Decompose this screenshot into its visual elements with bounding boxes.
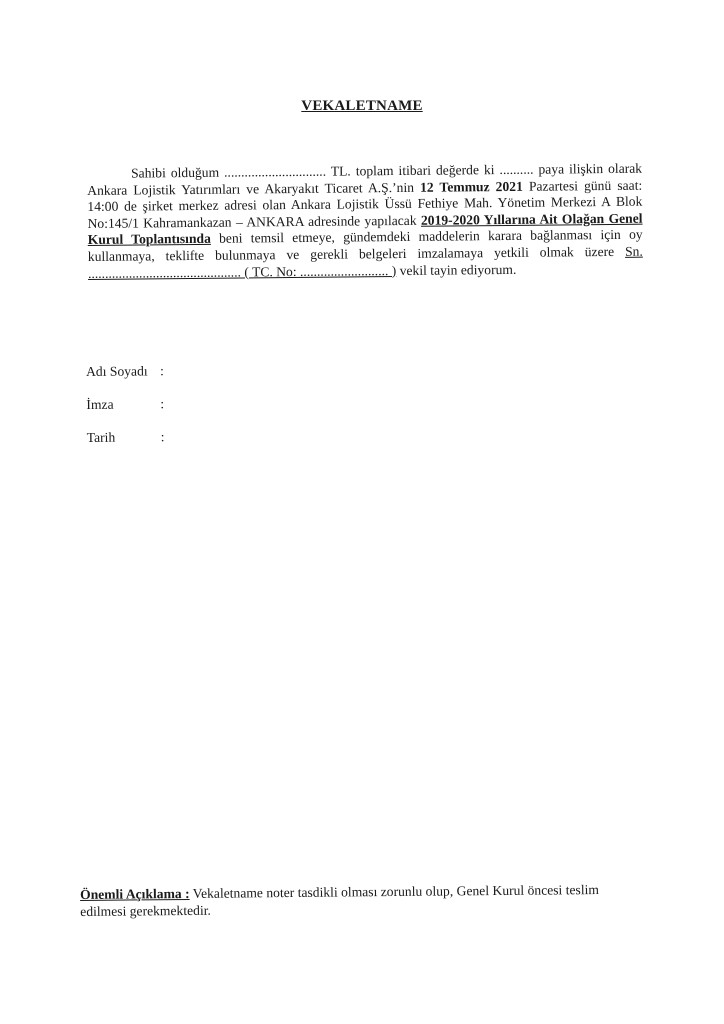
signature-colon: : — [160, 396, 165, 412]
name-colon: : — [159, 363, 164, 379]
signature-fields — [86, 363, 165, 463]
important-note-text: Vekaletname noter tasdikli olması zorunlu olup, Genel Kurul öncesi teslim edilmesi gerekmektedir. — [80, 882, 599, 919]
important-note — [80, 881, 640, 920]
meeting-name: 2019-2020 Yıllarına Ait Olağan Genel Kurul Toplantısında — [87, 210, 643, 248]
date-label: Tarih — [86, 429, 116, 445]
document-title: VEKALETNAME — [301, 98, 423, 114]
proxy-name-blank: Sn. ............................................. ( TC. No: .......................... ) — [87, 243, 643, 281]
date-colon: : — [160, 429, 165, 445]
meeting-date: 12 Temmuz 2021 — [419, 178, 523, 195]
statement-part-3: beni temsil etmeye, gündemdeki maddelerin karara bağlanması için oy kullanmaya, teklifte bulunmaya ve gerekli belgeleri imzalamaya yetkili olmak üzere — [87, 227, 643, 264]
statement-part-1: Sahibi olduğum .............................. TL. toplam itibari değerde ki .......... paya ilişkin olarak Ankara Lojistik Yatırımları ve Akaryakıt Ticaret A.Ş.’nin — [87, 160, 643, 198]
important-note-label: Önemli Açıklama : — [80, 885, 190, 902]
statement-part-2: Pazartesi günü saat: 14:00 de şirket merkez adresi olan Ankara Lojistik Üssü Fethiye Mah. Yönetim Merkezi A Blok No:145/1 Kahramankazan – ANKARA adresinde yapılacak — [87, 177, 643, 231]
statement-part-4: vekil tayin ediyorum. — [396, 261, 517, 278]
signature-label: İmza — [86, 396, 114, 412]
name-label: Adı Soyadı — [86, 363, 148, 379]
proxy-statement-paragraph — [87, 161, 643, 282]
